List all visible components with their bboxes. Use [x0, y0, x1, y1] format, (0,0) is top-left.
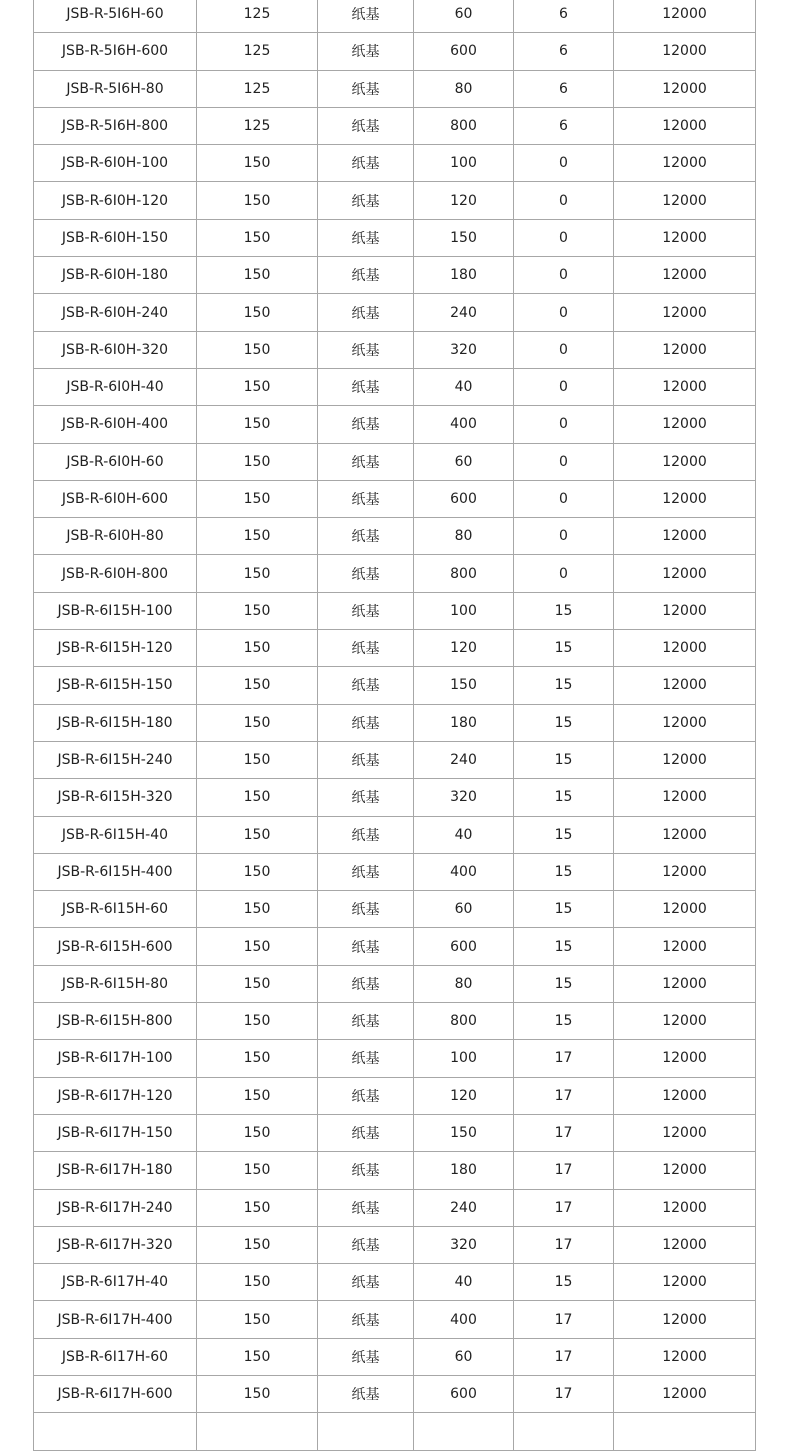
table-row: [34, 816, 756, 853]
material-cell: 纸基: [318, 741, 414, 778]
quantity-cell: 12000: [614, 257, 756, 294]
hole-count-cell: 15: [514, 891, 614, 928]
table-row: [34, 704, 756, 741]
grit-cell: 80: [414, 965, 514, 1002]
hole-count-cell: [514, 1413, 614, 1450]
hole-count-cell: 15: [514, 704, 614, 741]
grit-cell: [414, 1413, 514, 1450]
model-cell: JSB-R-6I17H-320: [34, 1226, 197, 1263]
table-row: [34, 1077, 756, 1114]
diameter-cell: 125: [197, 70, 318, 107]
diameter-cell: 150: [197, 182, 318, 219]
quantity-cell: 12000: [614, 33, 756, 70]
quantity-cell: 12000: [614, 1077, 756, 1114]
grit-cell: 150: [414, 219, 514, 256]
grit-cell: 120: [414, 630, 514, 667]
table-row: [34, 891, 756, 928]
material-cell: 纸基: [318, 33, 414, 70]
diameter-cell: 150: [197, 555, 318, 592]
table-row: [34, 518, 756, 555]
quantity-cell: 12000: [614, 1040, 756, 1077]
model-cell: JSB-R-5I6H-600: [34, 33, 197, 70]
material-cell: 纸基: [318, 928, 414, 965]
table-row: [34, 1114, 756, 1151]
table-row: [34, 1338, 756, 1375]
table-row: [34, 667, 756, 704]
diameter-cell: 150: [197, 1375, 318, 1412]
hole-count-cell: 15: [514, 667, 614, 704]
hole-count-cell: 17: [514, 1152, 614, 1189]
hole-count-cell: 0: [514, 145, 614, 182]
diameter-cell: 150: [197, 480, 318, 517]
diameter-cell: 150: [197, 667, 318, 704]
quantity-cell: 12000: [614, 70, 756, 107]
material-cell: 纸基: [318, 1152, 414, 1189]
grit-cell: 150: [414, 1114, 514, 1151]
material-cell: 纸基: [318, 107, 414, 144]
model-cell: JSB-R-6I15H-320: [34, 779, 197, 816]
grit-cell: 320: [414, 1226, 514, 1263]
quantity-cell: 12000: [614, 704, 756, 741]
hole-count-cell: 15: [514, 741, 614, 778]
table-row: [34, 443, 756, 480]
material-cell: 纸基: [318, 518, 414, 555]
diameter-cell: 150: [197, 257, 318, 294]
hole-count-cell: 15: [514, 965, 614, 1002]
hole-count-cell: 0: [514, 443, 614, 480]
model-cell: JSB-R-6I0H-60: [34, 443, 197, 480]
grit-cell: 100: [414, 1040, 514, 1077]
table-row: [34, 219, 756, 256]
grit-cell: 800: [414, 555, 514, 592]
quantity-cell: 12000: [614, 219, 756, 256]
quantity-cell: 12000: [614, 816, 756, 853]
quantity-cell: 12000: [614, 928, 756, 965]
material-cell: 纸基: [318, 257, 414, 294]
quantity-cell: 12000: [614, 107, 756, 144]
grit-cell: 600: [414, 1375, 514, 1412]
hole-count-cell: 17: [514, 1338, 614, 1375]
material-cell: 纸基: [318, 1114, 414, 1151]
diameter-cell: 150: [197, 443, 318, 480]
table-row: [34, 1040, 756, 1077]
table-row: [34, 107, 756, 144]
model-cell: JSB-R-6I15H-80: [34, 965, 197, 1002]
quantity-cell: 12000: [614, 406, 756, 443]
hole-count-cell: 6: [514, 70, 614, 107]
material-cell: 纸基: [318, 816, 414, 853]
quantity-cell: 12000: [614, 480, 756, 517]
grit-cell: 40: [414, 1264, 514, 1301]
model-cell: JSB-R-6I15H-40: [34, 816, 197, 853]
quantity-cell: 12000: [614, 518, 756, 555]
model-cell: JSB-R-6I15H-240: [34, 741, 197, 778]
hole-count-cell: 6: [514, 0, 614, 33]
hole-count-cell: 0: [514, 182, 614, 219]
grit-cell: 60: [414, 1338, 514, 1375]
table-row: [34, 1264, 756, 1301]
hole-count-cell: 17: [514, 1189, 614, 1226]
diameter-cell: 150: [197, 1226, 318, 1263]
diameter-cell: 150: [197, 816, 318, 853]
quantity-cell: 12000: [614, 741, 756, 778]
material-cell: 纸基: [318, 0, 414, 33]
table-row: [34, 853, 756, 890]
diameter-cell: 150: [197, 406, 318, 443]
product-spec-table: [33, 0, 756, 1451]
grit-cell: 100: [414, 592, 514, 629]
hole-count-cell: 15: [514, 853, 614, 890]
table-row: [34, 406, 756, 443]
diameter-cell: 150: [197, 965, 318, 1002]
hole-count-cell: 0: [514, 518, 614, 555]
grit-cell: 400: [414, 1301, 514, 1338]
quantity-cell: 12000: [614, 891, 756, 928]
table-row: [34, 70, 756, 107]
table-row: [34, 368, 756, 405]
table-row: [34, 480, 756, 517]
quantity-cell: 12000: [614, 592, 756, 629]
hole-count-cell: 17: [514, 1040, 614, 1077]
hole-count-cell: 15: [514, 630, 614, 667]
material-cell: 纸基: [318, 406, 414, 443]
quantity-cell: 12000: [614, 0, 756, 33]
model-cell: JSB-R-6I0H-600: [34, 480, 197, 517]
model-cell: JSB-R-5I6H-80: [34, 70, 197, 107]
hole-count-cell: 17: [514, 1375, 614, 1412]
table-row: [34, 779, 756, 816]
grit-cell: 240: [414, 1189, 514, 1226]
diameter-cell: 150: [197, 853, 318, 890]
model-cell: JSB-R-6I17H-600: [34, 1375, 197, 1412]
quantity-cell: 12000: [614, 368, 756, 405]
hole-count-cell: 0: [514, 219, 614, 256]
diameter-cell: 125: [197, 0, 318, 33]
grit-cell: 40: [414, 368, 514, 405]
grit-cell: 60: [414, 0, 514, 33]
diameter-cell: 150: [197, 891, 318, 928]
hole-count-cell: 17: [514, 1114, 614, 1151]
grit-cell: 800: [414, 107, 514, 144]
table-body: [34, 0, 756, 1450]
material-cell: 纸基: [318, 1003, 414, 1040]
material-cell: 纸基: [318, 1301, 414, 1338]
diameter-cell: 150: [197, 1189, 318, 1226]
hole-count-cell: 17: [514, 1301, 614, 1338]
model-cell: JSB-R-6I0H-800: [34, 555, 197, 592]
model-cell: JSB-R-6I0H-80: [34, 518, 197, 555]
grit-cell: 100: [414, 145, 514, 182]
diameter-cell: [197, 1413, 318, 1450]
quantity-cell: 12000: [614, 1301, 756, 1338]
diameter-cell: 150: [197, 1264, 318, 1301]
table-row: [34, 1375, 756, 1412]
grit-cell: 600: [414, 33, 514, 70]
grit-cell: 180: [414, 704, 514, 741]
material-cell: 纸基: [318, 1375, 414, 1412]
diameter-cell: 150: [197, 704, 318, 741]
table-row: [34, 182, 756, 219]
material-cell: 纸基: [318, 891, 414, 928]
diameter-cell: 150: [197, 779, 318, 816]
grit-cell: 60: [414, 891, 514, 928]
diameter-cell: 150: [197, 1301, 318, 1338]
table-row: [34, 1189, 756, 1226]
model-cell: JSB-R-6I15H-800: [34, 1003, 197, 1040]
quantity-cell: [614, 1413, 756, 1450]
material-cell: 纸基: [318, 145, 414, 182]
material-cell: [318, 1413, 414, 1450]
quantity-cell: 12000: [614, 1003, 756, 1040]
model-cell: JSB-R-6I0H-40: [34, 368, 197, 405]
hole-count-cell: 0: [514, 406, 614, 443]
quantity-cell: 12000: [614, 443, 756, 480]
diameter-cell: 150: [197, 741, 318, 778]
quantity-cell: 12000: [614, 1152, 756, 1189]
model-cell: JSB-R-6I17H-120: [34, 1077, 197, 1114]
grit-cell: 400: [414, 406, 514, 443]
material-cell: 纸基: [318, 630, 414, 667]
grit-cell: 320: [414, 779, 514, 816]
model-cell: JSB-R-6I17H-150: [34, 1114, 197, 1151]
quantity-cell: 12000: [614, 145, 756, 182]
material-cell: 纸基: [318, 1040, 414, 1077]
hole-count-cell: 15: [514, 928, 614, 965]
diameter-cell: 150: [197, 1338, 318, 1375]
model-cell: JSB-R-6I15H-120: [34, 630, 197, 667]
table-row: [34, 1003, 756, 1040]
hole-count-cell: 0: [514, 294, 614, 331]
hole-count-cell: 15: [514, 1264, 614, 1301]
material-cell: 纸基: [318, 331, 414, 368]
diameter-cell: 150: [197, 928, 318, 965]
hole-count-cell: 0: [514, 331, 614, 368]
quantity-cell: 12000: [614, 1375, 756, 1412]
table-row: [34, 928, 756, 965]
diameter-cell: 150: [197, 1114, 318, 1151]
model-cell: JSB-R-5I6H-800: [34, 107, 197, 144]
diameter-cell: 150: [197, 1040, 318, 1077]
model-cell: JSB-R-6I15H-60: [34, 891, 197, 928]
quantity-cell: 12000: [614, 1338, 756, 1375]
table-row: [34, 1226, 756, 1263]
diameter-cell: 150: [197, 368, 318, 405]
grit-cell: 600: [414, 480, 514, 517]
diameter-cell: 125: [197, 33, 318, 70]
quantity-cell: 12000: [614, 555, 756, 592]
model-cell: JSB-R-6I0H-180: [34, 257, 197, 294]
model-cell: JSB-R-6I15H-100: [34, 592, 197, 629]
quantity-cell: 12000: [614, 1226, 756, 1263]
hole-count-cell: 0: [514, 555, 614, 592]
diameter-cell: 150: [197, 1003, 318, 1040]
material-cell: 纸基: [318, 443, 414, 480]
quantity-cell: 12000: [614, 853, 756, 890]
model-cell: JSB-R-6I17H-100: [34, 1040, 197, 1077]
model-cell: JSB-R-6I0H-240: [34, 294, 197, 331]
quantity-cell: 12000: [614, 779, 756, 816]
quantity-cell: 12000: [614, 1264, 756, 1301]
grit-cell: 60: [414, 443, 514, 480]
grit-cell: 320: [414, 331, 514, 368]
hole-count-cell: 0: [514, 368, 614, 405]
table-row: [34, 257, 756, 294]
grit-cell: 240: [414, 294, 514, 331]
quantity-cell: 12000: [614, 965, 756, 1002]
model-cell: [34, 1413, 197, 1450]
material-cell: 纸基: [318, 70, 414, 107]
model-cell: JSB-R-6I17H-240: [34, 1189, 197, 1226]
model-cell: JSB-R-6I0H-120: [34, 182, 197, 219]
diameter-cell: 150: [197, 630, 318, 667]
material-cell: 纸基: [318, 555, 414, 592]
diameter-cell: 125: [197, 107, 318, 144]
quantity-cell: 12000: [614, 331, 756, 368]
table-row: [34, 741, 756, 778]
diameter-cell: 150: [197, 294, 318, 331]
diameter-cell: 150: [197, 1077, 318, 1114]
material-cell: 纸基: [318, 1189, 414, 1226]
diameter-cell: 150: [197, 145, 318, 182]
material-cell: 纸基: [318, 592, 414, 629]
model-cell: JSB-R-6I15H-400: [34, 853, 197, 890]
hole-count-cell: 15: [514, 592, 614, 629]
grit-cell: 180: [414, 257, 514, 294]
quantity-cell: 12000: [614, 667, 756, 704]
grit-cell: 150: [414, 667, 514, 704]
hole-count-cell: 6: [514, 107, 614, 144]
material-cell: 纸基: [318, 219, 414, 256]
material-cell: 纸基: [318, 480, 414, 517]
diameter-cell: 150: [197, 219, 318, 256]
hole-count-cell: 15: [514, 779, 614, 816]
table-row: [34, 1413, 756, 1450]
material-cell: 纸基: [318, 182, 414, 219]
table-row: [34, 294, 756, 331]
table-row: [34, 145, 756, 182]
material-cell: 纸基: [318, 1077, 414, 1114]
grit-cell: 80: [414, 70, 514, 107]
grit-cell: 400: [414, 853, 514, 890]
quantity-cell: 12000: [614, 182, 756, 219]
model-cell: JSB-R-6I15H-600: [34, 928, 197, 965]
material-cell: 纸基: [318, 853, 414, 890]
model-cell: JSB-R-6I17H-180: [34, 1152, 197, 1189]
table-row: [34, 592, 756, 629]
table-row: [34, 1301, 756, 1338]
hole-count-cell: 17: [514, 1226, 614, 1263]
material-cell: 纸基: [318, 779, 414, 816]
grit-cell: 120: [414, 182, 514, 219]
material-cell: 纸基: [318, 1338, 414, 1375]
model-cell: JSB-R-6I0H-400: [34, 406, 197, 443]
quantity-cell: 12000: [614, 1189, 756, 1226]
hole-count-cell: 0: [514, 257, 614, 294]
material-cell: 纸基: [318, 368, 414, 405]
quantity-cell: 12000: [614, 630, 756, 667]
hole-count-cell: 6: [514, 33, 614, 70]
model-cell: JSB-R-6I15H-180: [34, 704, 197, 741]
diameter-cell: 150: [197, 1152, 318, 1189]
table-row: [34, 965, 756, 1002]
quantity-cell: 12000: [614, 1114, 756, 1151]
material-cell: 纸基: [318, 1264, 414, 1301]
table-row: [34, 1152, 756, 1189]
material-cell: 纸基: [318, 1226, 414, 1263]
hole-count-cell: 15: [514, 816, 614, 853]
model-cell: JSB-R-6I17H-400: [34, 1301, 197, 1338]
model-cell: JSB-R-6I17H-60: [34, 1338, 197, 1375]
material-cell: 纸基: [318, 704, 414, 741]
grit-cell: 600: [414, 928, 514, 965]
grit-cell: 40: [414, 816, 514, 853]
material-cell: 纸基: [318, 294, 414, 331]
table-row: [34, 555, 756, 592]
table-row: [34, 0, 756, 33]
hole-count-cell: 0: [514, 480, 614, 517]
grit-cell: 180: [414, 1152, 514, 1189]
hole-count-cell: 15: [514, 1003, 614, 1040]
table-row: [34, 331, 756, 368]
grit-cell: 240: [414, 741, 514, 778]
diameter-cell: 150: [197, 518, 318, 555]
quantity-cell: 12000: [614, 294, 756, 331]
diameter-cell: 150: [197, 592, 318, 629]
hole-count-cell: 17: [514, 1077, 614, 1114]
grit-cell: 80: [414, 518, 514, 555]
model-cell: JSB-R-6I17H-40: [34, 1264, 197, 1301]
material-cell: 纸基: [318, 667, 414, 704]
grit-cell: 120: [414, 1077, 514, 1114]
table-row: [34, 630, 756, 667]
table-row: [34, 33, 756, 70]
model-cell: JSB-R-6I0H-150: [34, 219, 197, 256]
diameter-cell: 150: [197, 331, 318, 368]
material-cell: 纸基: [318, 965, 414, 1002]
model-cell: JSB-R-6I0H-100: [34, 145, 197, 182]
model-cell: JSB-R-6I0H-320: [34, 331, 197, 368]
model-cell: JSB-R-6I15H-150: [34, 667, 197, 704]
grit-cell: 800: [414, 1003, 514, 1040]
model-cell: JSB-R-5I6H-60: [34, 0, 197, 33]
